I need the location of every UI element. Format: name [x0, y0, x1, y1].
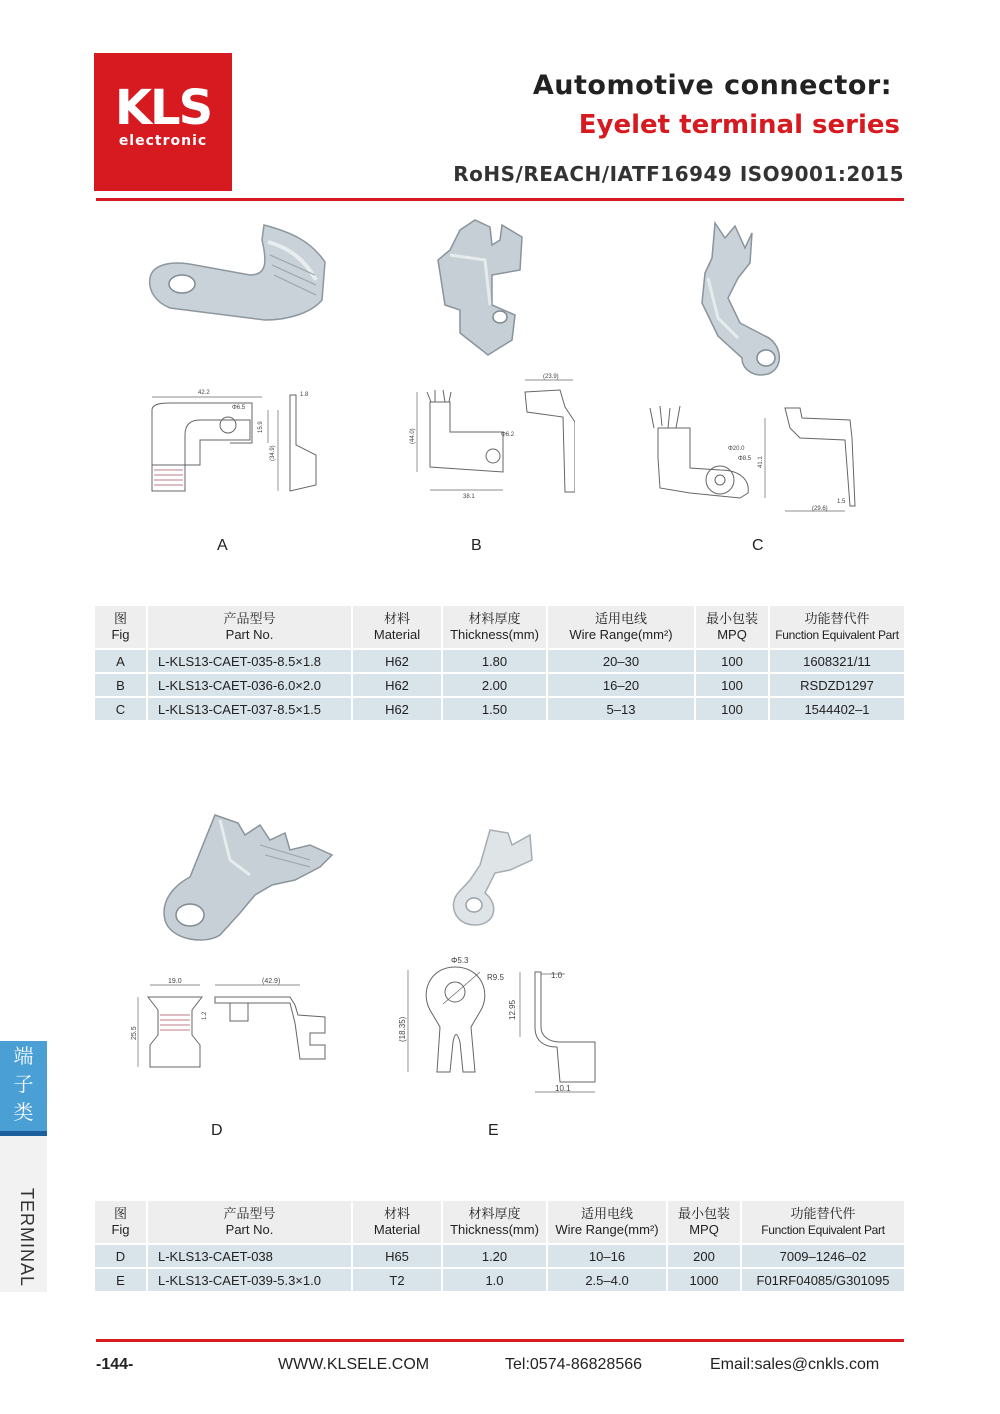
fig-c-dim-outer: Φ20.0 — [728, 446, 745, 452]
page-title: Automotive connector: — [532, 70, 892, 101]
fig-e-dim-hole: Φ5.3 — [451, 956, 469, 965]
cell-wire-range: 10–16 — [547, 1244, 667, 1268]
figure-e-photo — [440, 825, 540, 930]
fig-c-dim-hole: Φ8.5 — [738, 456, 752, 462]
fig-c-dim-height: 41.1 — [758, 456, 764, 468]
certifications: RoHS/REACH/IATF16949 ISO9001:2015 — [453, 162, 904, 186]
header-rule — [96, 198, 904, 201]
figure-b-photo — [430, 215, 540, 360]
figure-e-label: E — [488, 1122, 499, 1139]
spec-table-2 — [95, 1201, 904, 1291]
cell-wire-range: 16–20 — [547, 673, 695, 697]
fig-e-dim-height: 12.95 — [508, 999, 517, 1020]
fig-d-dim-length: (42.9) — [262, 978, 281, 985]
fig-d-dim-height: 25.5 — [131, 1026, 138, 1040]
col-thickness: 材料厚度 Thickness(mm) — [442, 606, 547, 649]
figure-b-label: B — [471, 537, 482, 554]
col-mpq: 最小包装 MPQ — [695, 606, 769, 649]
cell-part-no: L-KLS13-CAET-037-8.5×1.5 — [147, 697, 352, 720]
col-material: 材料 Material — [352, 1201, 442, 1244]
cell-mpq: 100 — [695, 697, 769, 720]
cell-wire-range: 5–13 — [547, 697, 695, 720]
cell-fig: D — [95, 1244, 147, 1268]
figure-a-drawing — [140, 385, 330, 500]
company-logo — [94, 53, 232, 191]
cell-equivalent-part: 1544402–1 — [769, 697, 904, 720]
figure-d-drawing — [130, 975, 340, 1075]
fig-a-dim-height: 15.9 — [258, 421, 264, 433]
fig-e-dim-total: (18.35) — [398, 1016, 407, 1042]
cell-material: T2 — [352, 1268, 442, 1291]
cell-wire-range: 20–30 — [547, 649, 695, 673]
table-row — [95, 673, 904, 697]
cell-equivalent-part: RSDZD1297 — [769, 673, 904, 697]
cell-thickness: 1.20 — [442, 1244, 547, 1268]
fig-a-dim-hole: Φ6.5 — [232, 405, 246, 411]
cell-material: H62 — [352, 649, 442, 673]
logo-subtext: electronic — [118, 133, 208, 149]
cell-equivalent-part: F01RF04085/G301095 — [741, 1268, 904, 1291]
side-tab-en-label: TERMINAL — [17, 1188, 37, 1288]
figure-d-label: D — [211, 1122, 223, 1139]
footer-rule — [96, 1339, 904, 1342]
cell-equivalent-part: 1608321/11 — [769, 649, 904, 673]
cell-mpq: 1000 — [667, 1268, 741, 1291]
cell-fig: A — [95, 649, 147, 673]
cell-thickness: 2.00 — [442, 673, 547, 697]
cell-thickness: 1.50 — [442, 697, 547, 720]
col-part-no: 产品型号 Part No. — [147, 606, 352, 649]
table-row — [95, 1268, 904, 1291]
footer-website-link[interactable]: WWW.KLSELE.COM — [278, 1356, 430, 1373]
cell-material: H65 — [352, 1244, 442, 1268]
logo-brand: KLS — [114, 80, 212, 136]
cell-wire-range: 2.5–4.0 — [547, 1268, 667, 1291]
fig-e-dim-width: 10.1 — [555, 1084, 571, 1093]
figure-a-photo — [140, 220, 330, 335]
col-thickness: 材料厚度 Thickness(mm) — [442, 1201, 547, 1244]
figure-c-photo — [690, 218, 790, 378]
table-row — [95, 649, 904, 673]
fig-d-dim-width: 19.0 — [168, 978, 182, 985]
side-tab-cn-label: 端子类 — [13, 1046, 34, 1124]
page-subtitle: Eyelet terminal series — [578, 110, 900, 140]
fig-b-dim-width: (23.9) — [543, 374, 559, 380]
side-tab-category-cn — [0, 1041, 47, 1131]
spec-table-1 — [95, 606, 904, 720]
page-number: -144- — [96, 1356, 134, 1373]
figure-e-drawing — [395, 952, 605, 1097]
fig-a-dim-thick: 1.8 — [300, 392, 309, 398]
cell-equivalent-part: 7009–1246–02 — [741, 1244, 904, 1268]
cell-material: H62 — [352, 673, 442, 697]
fig-b-dim-length: 38.1 — [463, 494, 475, 500]
cell-fig: B — [95, 673, 147, 697]
table-row — [95, 1244, 904, 1268]
cell-part-no: L-KLS13-CAET-039-5.3×1.0 — [147, 1268, 352, 1291]
cell-mpq: 100 — [695, 673, 769, 697]
fig-c-dim-width: (29.6) — [812, 506, 828, 512]
cell-part-no: L-KLS13-CAET-035-8.5×1.8 — [147, 649, 352, 673]
col-material: 材料 Material — [352, 606, 442, 649]
table-header-row — [95, 606, 904, 649]
fig-b-dim-hole: Φ6.2 — [501, 432, 515, 438]
col-wire-range: 适用电线 Wire Range(mm²) — [547, 606, 695, 649]
cell-thickness: 1.80 — [442, 649, 547, 673]
table-header-row — [95, 1201, 904, 1244]
figure-b-drawing — [405, 372, 575, 500]
fig-c-dim-thick: 1.5 — [837, 499, 846, 505]
fig-e-dim-radius: R9.5 — [487, 973, 504, 982]
col-fig: 图 Fig — [95, 606, 147, 649]
fig-a-dim-length: 42.2 — [198, 390, 210, 396]
cell-mpq: 200 — [667, 1244, 741, 1268]
col-part-no: 产品型号 Part No. — [147, 1201, 352, 1244]
cell-fig: E — [95, 1268, 147, 1291]
figure-d-photo — [160, 805, 340, 945]
cell-thickness: 1.0 — [442, 1268, 547, 1291]
fig-e-dim-thick: 1.0 — [551, 971, 563, 980]
cell-mpq: 100 — [695, 649, 769, 673]
figure-a-label: A — [217, 537, 228, 554]
fig-d-dim-thick: 1.2 — [202, 1011, 208, 1020]
figure-c-label: C — [752, 537, 764, 554]
side-tab-category-en — [0, 1136, 47, 1292]
cell-part-no: L-KLS13-CAET-036-6.0×2.0 — [147, 673, 352, 697]
table-row — [95, 697, 904, 720]
fig-b-dim-height: (44.0) — [410, 428, 416, 444]
col-fig: 图 Fig — [95, 1201, 147, 1244]
col-equivalent-part: 功能替代件 Function Equivalent Part — [741, 1201, 904, 1244]
col-wire-range: 适用电线 Wire Range(mm²) — [547, 1201, 667, 1244]
col-mpq: 最小包装 MPQ — [667, 1201, 741, 1244]
cell-part-no: L-KLS13-CAET-038 — [147, 1244, 352, 1268]
footer-telephone: Tel:0574-86828566 — [505, 1356, 643, 1373]
fig-a-dim-total: (34.9) — [270, 445, 276, 461]
cell-material: H62 — [352, 697, 442, 720]
col-equivalent-part: 功能替代件 Function Equivalent Part — [769, 606, 904, 649]
footer-email-link[interactable]: Email:sales@cnkls.com — [710, 1356, 880, 1373]
figure-c-drawing — [640, 398, 865, 516]
cell-fig: C — [95, 697, 147, 720]
